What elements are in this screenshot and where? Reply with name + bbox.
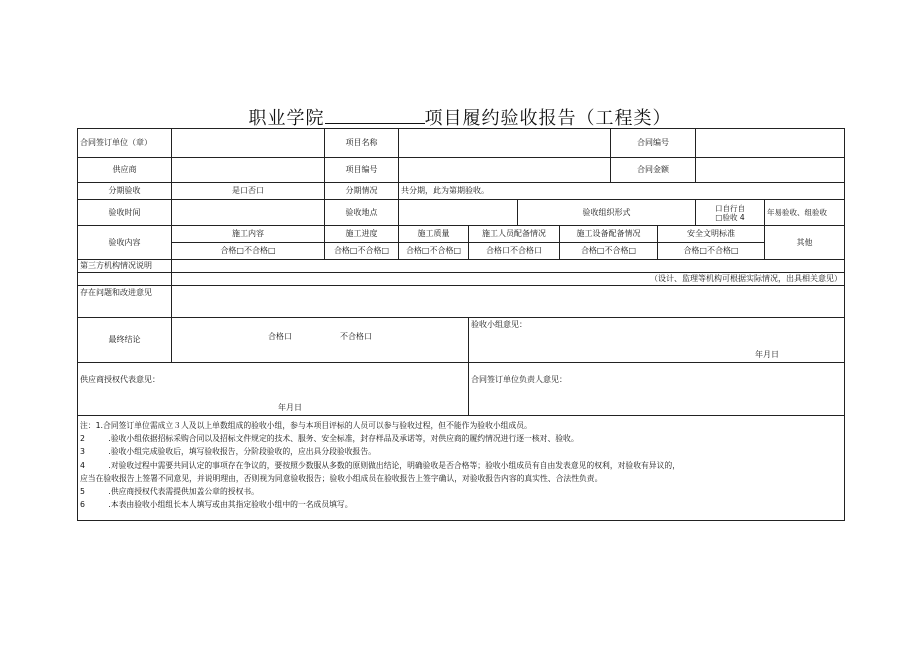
group-opinion-date: 年月日 xyxy=(755,350,779,360)
school-name-blank[interactable] xyxy=(325,109,425,124)
phase-info-value[interactable]: 共分期，此为第期验收。 xyxy=(399,183,845,200)
staffing-result[interactable]: 合格口不合格口 xyxy=(469,243,560,260)
project-no-value[interactable] xyxy=(399,158,611,183)
progress-result[interactable]: 合格□不合格□ xyxy=(325,243,399,260)
content-header-construction: 施工内容 xyxy=(172,226,325,243)
content-header-staffing: 施工人员配备情况 xyxy=(469,226,560,243)
contract-no-value[interactable] xyxy=(696,129,845,158)
content-header-safety: 安全文明标准 xyxy=(658,226,765,243)
content-header-other: 其他 xyxy=(765,226,845,260)
notes-section xyxy=(78,416,845,521)
signer-head-cell[interactable] xyxy=(469,363,845,416)
supplier-rep-cell[interactable] xyxy=(78,363,469,416)
contract-amount-value[interactable] xyxy=(696,158,845,183)
phased-acceptance-label: 分期验收 xyxy=(78,183,172,200)
acceptance-form-options-extra[interactable]: 年易验收、组验收 xyxy=(765,200,845,226)
project-no-label: 项目编号 xyxy=(325,158,399,183)
contract-no-label: 合同编号 xyxy=(611,129,696,158)
note-line: 6 .本表由验收小组组长本人填写或由其指定验收小组中的一名成员填写。 xyxy=(80,500,353,510)
acceptance-time-value[interactable] xyxy=(172,200,325,226)
pass-option[interactable]: 合格口 xyxy=(268,332,292,342)
group-opinion-cell[interactable] xyxy=(469,318,845,363)
acceptance-form-options[interactable]: 口自行自 □验收 4 xyxy=(696,200,765,226)
acceptance-place-value[interactable] xyxy=(399,200,518,226)
supplier-rep-label: 供应商授权代表意见： xyxy=(80,375,160,384)
note-line: 2 .验收小组依据招标采购合同以及招标文件规定的技术、服务、安全标准，封存样品及承诺等，对供应商的履约情况进行逐一核对、验收。 xyxy=(80,434,579,444)
acceptance-place-label: 验收地点 xyxy=(325,200,399,226)
content-header-progress: 施工进度 xyxy=(325,226,399,243)
final-conclusion-label: 最终结论 xyxy=(78,318,172,363)
acceptance-form-label: 验收组织形式 xyxy=(518,200,696,226)
report-title: 职业学院 项目履约验收报告（工程类） xyxy=(248,108,672,129)
third-party-value[interactable] xyxy=(172,260,845,273)
third-party-label: 第三方机构情况说明 xyxy=(78,260,172,273)
acceptance-content-label: 验收内容 xyxy=(78,226,172,260)
quality-result[interactable]: 合格□不合格□ xyxy=(399,243,469,260)
note-line: 注：1.合同签订单位需成立３人及以上单数组成的验收小组，参与本项目评标的人员可以参与验收过程，但不能作为验收小组成员。 xyxy=(80,421,532,430)
supplier-label: 供应商 xyxy=(78,158,172,183)
note-line: 5 .供应商授权代表需提供加盖公章的授权书。 xyxy=(80,487,259,497)
supplier-rep-date: 年月日 xyxy=(278,403,302,413)
signer-head-label: 合同签订单位负责人意见： xyxy=(471,375,567,384)
safety-result[interactable]: 合格□不合格□ xyxy=(658,243,765,260)
fail-option[interactable]: 不合格口 xyxy=(340,332,372,342)
contract-signer-label: 合同签订单位（章） xyxy=(78,129,172,158)
note-line: 3 .验收小组完成验收后，填写验收报告，分阶段验收的，应出具分段验收报告。 xyxy=(80,447,376,457)
phased-acceptance-choice[interactable]: 是口否口 xyxy=(172,183,325,200)
phase-info-label: 分期情况 xyxy=(325,183,399,200)
acceptance-report-table xyxy=(77,128,845,521)
content-header-quality: 施工质量 xyxy=(399,226,469,243)
note-line: 4 .对验收过程中需要共同认定的事项存在争议的，要按照少数服从多数的原则做出结论，明确验收是否合格等；验收小组成员有自由发表意见的权利，对验收有异议的， xyxy=(80,460,680,470)
group-opinion-label: 验收小组意见： xyxy=(471,320,527,329)
issues-value[interactable] xyxy=(172,286,845,318)
final-conclusion-choice[interactable] xyxy=(172,318,469,363)
construction-result[interactable]: 合格□不合格□ xyxy=(172,243,325,260)
project-name-label: 项目名称 xyxy=(325,129,399,158)
equipment-result[interactable]: 合格□不合格□ xyxy=(560,243,658,260)
acceptance-time-label: 验收时间 xyxy=(78,200,172,226)
project-name-value[interactable] xyxy=(399,129,611,158)
contract-amount-label: 合同金额 xyxy=(611,158,696,183)
content-header-equipment: 施工设备配备情况 xyxy=(560,226,658,243)
issues-label: 存在问题和改进意见 xyxy=(78,286,172,318)
note-line: 应当在验收报告上签署不同意见，并说明理由，否则视为同意验收报告；验收小组成员在验收报告上签字确认，对验收报告内容的真实性、合法性负责。 xyxy=(80,473,603,483)
third-party-note: （设计、监理等机构可根据实际情况，出具相关意见） xyxy=(172,273,845,286)
supplier-value[interactable] xyxy=(172,158,325,183)
contract-signer-value[interactable] xyxy=(172,129,325,158)
